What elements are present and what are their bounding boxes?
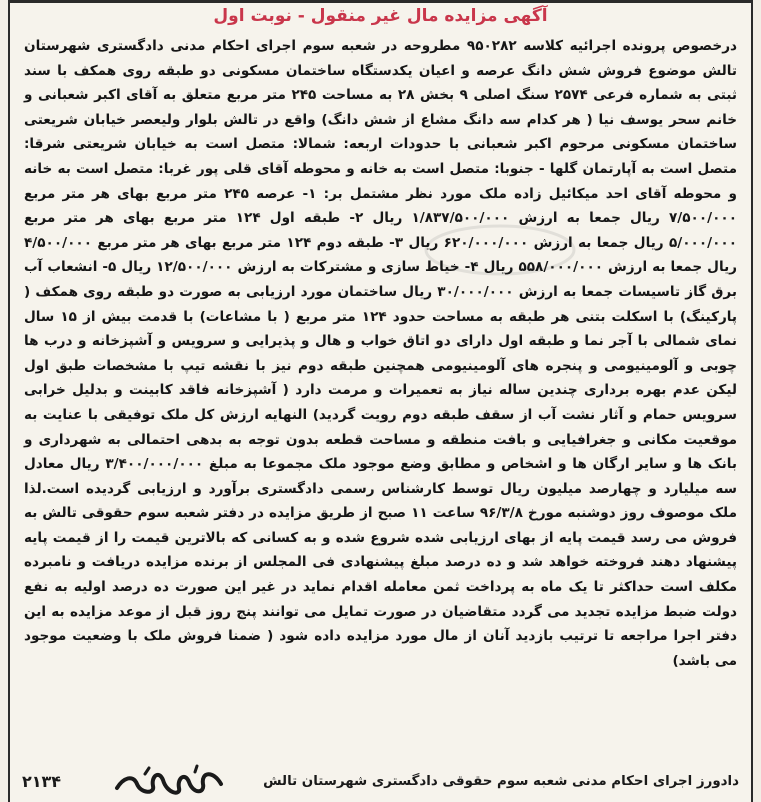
newspaper-notice <box>8 0 753 802</box>
notice-title: آگهی مزایده مال غیر منقول - نوبت اول <box>213 6 548 26</box>
handwritten-signature <box>97 764 227 798</box>
notice-code: ۲۱۳۴ <box>22 772 62 791</box>
top-border <box>10 0 751 3</box>
officer-signature-line: دادورز اجرای احکام مدنی شعبه سوم حقوقی دادگستری شهرستان تالش <box>263 774 739 789</box>
notice-footer <box>22 768 739 798</box>
notice-body: درخصوص پرونده اجرائیه کلاسه ۹۵۰۲۸۲ مطروحه در شعبه سوم اجرای احکام مدنی دادگستری شهرستان تالش موضوع فروش شش دانگ عرصه و اعیان یکدستگاه ساختمان مسکونی دو طبقه روی همکف با سند ثبتی به شماره فرعی ۲۵۷۴ سنگ اصلی ۹ بخش ۲۸ به مساحت ۲۴۵ متر مربع متعلق به آقای اکبر شعبانی و خانم سحر یوسف نیا ( هر کدام سه دانگ مشاع از شش دانگ) واقع در تالش بلوار ولیعصر خیابان شریعتی ساختمان مسکونی مرحوم اکبر شعبانی با حدودات اربعه: شمالا: متصل است به خیابان شریعتی شرقا: متصل است به آپارتمان گلها - جنوبا: متصل است به خانه و محوطه آقای قلی پور غربا: متصل است به خانه و محوطه آقای احد میکائیل زاده ملک مورد نظر مشتمل بر: ۱- عرصه ۲۴۵ متر مربع بهای هر متر مربع ۷/۵۰۰/۰۰۰ ریال جمعا به ارزش ۱/۸۳۷/۵۰۰/۰۰۰ ریال ۲- طبقه اول ۱۲۴ متر مربع بهای هر متر مربع ۵/۰۰۰/۰۰۰ ریال جمعا به ارزش ۶۲۰/۰۰۰/۰۰۰ ریال ۳- طبقه دوم ۱۲۴ متر مربع بهای هر متر مربع ۴/۵۰۰/۰۰۰ ریال جمعا به ارزش ۵۵۸/۰۰۰/۰۰۰ ریال ۴- خیاط سازی و مشترکات به ارزش ۱۲/۵۰۰/۰۰۰ ریال ۵- انشعاب آب برق گاز تاسیسات جمعا به ارزش ۳۰/۰۰۰/۰۰۰ ریال ساختمان مورد ارزیابی به صورت دو طبقه روی همکف ( پارکینگ) با اسکلت بتنی هر طبقه به مساحت حدود ۱۲۴ متر مربع ( با مشاعات) با قدمت بیش از ۱۵ سال نمای شمالی با آجر نما و طبقه اول دارای دو اتاق خواب و هال و پذیرایی و سرویس و آشپزخانه و درب ها چوبی و آلومینیومی و پنجره های آلومینیومی همچنین طبقه دوم نیز با نقشه تیپ با مشخصات طبق اول لیکن عدم بهره برداری چندین ساله نیاز به تعمیرات و مرمت دارد ( آشپزخانه فاقد کابینت و بدلیل خرابی سرویس حمام و آثار نشت آب از سقف طبقه دوم رویت گردید) النهایه ارزش کل ملک توفیقی با عنایت به موقعیت مکانی و جغرافیایی و بافت منطقه و مساحت قطعه بدون توجه به بدهی احتمالی به شهرداری و بانک ها و سایر ارگان ها و اشخاص و مطابق وضع موجود ملک مجموعا به مبلغ ۳/۴۰۰/۰۰۰/۰۰۰ ریال معادل سه میلیارد و چهارصد میلیون ریال توسط کارشناس رسمی دادگستری برآورد و ارزیابی گردیده است.لذا ملک موصوف روز دوشنبه مورخ ۹۶/۳/۸ ساعت ۱۱ صبح از طریق مزایده در دفتر شعبه سوم حقوقی تالش به فروش می رسد قیمت پایه از بهای ارزیابی شده شروع شده و به کسانی که بالاترین قیمت را از قیمت پایه پیشنهاد دهند فروخته خواهد شد و ده درصد مبلغ پیشنهادی فی المجلس از برنده مزایده دریافت و نامبرده مکلف است حداکثر تا یک ماه به پرداخت ثمن معامله اقدام نماید در غیر این صورت ده درصد اولیه به نفع دولت ضبط مزایده تجدید می گردد متقاضیان در صورت تمایل می توانند پنج روز قبل از موعد مزایده به این دفتر اجرا مراجعه تا ترتیب بازدید آنان از مال مورد مزایده داده شود ( ضمنا فروش ملک با وضعیت موجود می باشد) <box>24 38 738 669</box>
